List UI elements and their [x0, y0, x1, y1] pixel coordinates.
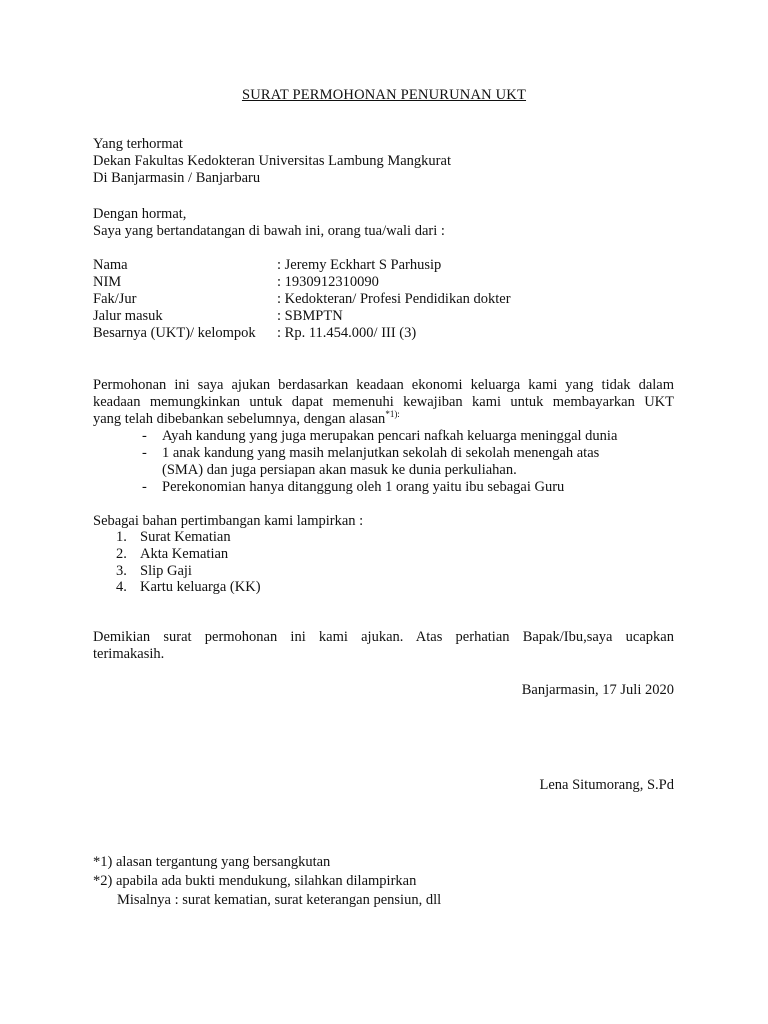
addressee-salutation: Yang terhormat	[93, 136, 183, 152]
field-value-nim: : 1930912310090	[277, 274, 379, 290]
request-line-2: keadaan memungkinkan untuk dapat memenuhi kewajiban kami untuk membayarkan UKT	[93, 394, 674, 410]
attachment-3-number: 3.	[116, 563, 127, 579]
field-value-jalur: : SBMPTN	[277, 308, 343, 324]
attachment-4: Kartu keluarga (KK)	[140, 579, 261, 595]
reason-1: Ayah kandung yang juga merupakan pencari nafkah keluarga meninggal dunia	[162, 428, 618, 444]
field-value-nama: : Jeremy Eckhart S Parhusip	[277, 257, 442, 273]
attachment-3: Slip Gaji	[140, 563, 192, 579]
request-line-1: Permohonan ini saya ajukan berdasarkan keadaan ekonomi keluarga kami yang tidak dalam	[93, 377, 674, 393]
request-line-3	[93, 411, 400, 428]
footnote-1: *1) alasan tergantung yang bersangkutan	[93, 854, 331, 870]
field-label-nim: NIM	[93, 274, 122, 290]
attachment-1: Surat Kematian	[140, 529, 231, 545]
greeting-opening: Dengan hormat,	[93, 206, 187, 222]
attachment-2: Akta Kematian	[140, 546, 229, 562]
footnote-ref-1: *1):	[385, 409, 400, 419]
footnote-2-example: Misalnya : surat kematian, surat keterangan pensiun, dll	[117, 892, 442, 908]
field-value-ukt: : Rp. 11.454.000/ III (3)	[277, 325, 417, 341]
reason-1-dash: -	[142, 428, 147, 444]
reason-2-line-2: (SMA) dan juga persiapan akan masuk ke dunia perkuliahan.	[162, 462, 517, 478]
reason-2-line-1: 1 anak kandung yang masih melanjutkan sekolah di sekolah menengah atas	[162, 445, 600, 461]
place-date: Banjarmasin, 17 Juli 2020	[521, 682, 674, 698]
attachment-1-number: 1.	[116, 529, 127, 545]
field-label-ukt: Besarnya (UKT)/ kelompok	[93, 325, 256, 341]
field-value-fakjur: : Kedokteran/ Profesi Pendidikan dokter	[277, 291, 511, 307]
attachments-intro: Sebagai bahan pertimbangan kami lampirkan :	[93, 513, 364, 529]
request-line-3-text: yang telah dibebankan sebelumnya, dengan alasan	[93, 411, 386, 427]
attachment-2-number: 2.	[116, 546, 127, 562]
attachment-4-number: 4.	[116, 579, 127, 595]
field-label-fakjur: Fak/Jur	[93, 291, 137, 307]
reason-2-dash: -	[142, 445, 147, 461]
reason-3: Perekonomian hanya ditanggung oleh 1 orang yaitu ibu sebagai Guru	[162, 479, 565, 495]
field-label-nama: Nama	[93, 257, 128, 273]
closing-line-2: terimakasih.	[93, 646, 165, 662]
reason-3-dash: -	[142, 479, 147, 495]
field-label-jalur: Jalur masuk	[93, 308, 163, 324]
closing-line-1: Demikian surat permohonan ini kami ajukan. Atas perhatian Bapak/Ibu,saya ucapkan	[93, 629, 674, 645]
letter-title: SURAT PERMOHONAN PENURUNAN UKT	[241, 87, 527, 103]
addressee-recipient: Dekan Fakultas Kedokteran Universitas Lambung Mangkurat	[93, 153, 451, 169]
footnote-2: *2) apabila ada bukti mendukung, silahkan dilampirkan	[93, 873, 417, 889]
addressee-location: Di Banjarmasin / Banjarbaru	[93, 170, 261, 186]
signatory-name: Lena Situmorang, S.Pd	[539, 777, 674, 793]
greeting-intro: Saya yang bertandatangan di bawah ini, orang tua/wali dari :	[93, 223, 445, 239]
